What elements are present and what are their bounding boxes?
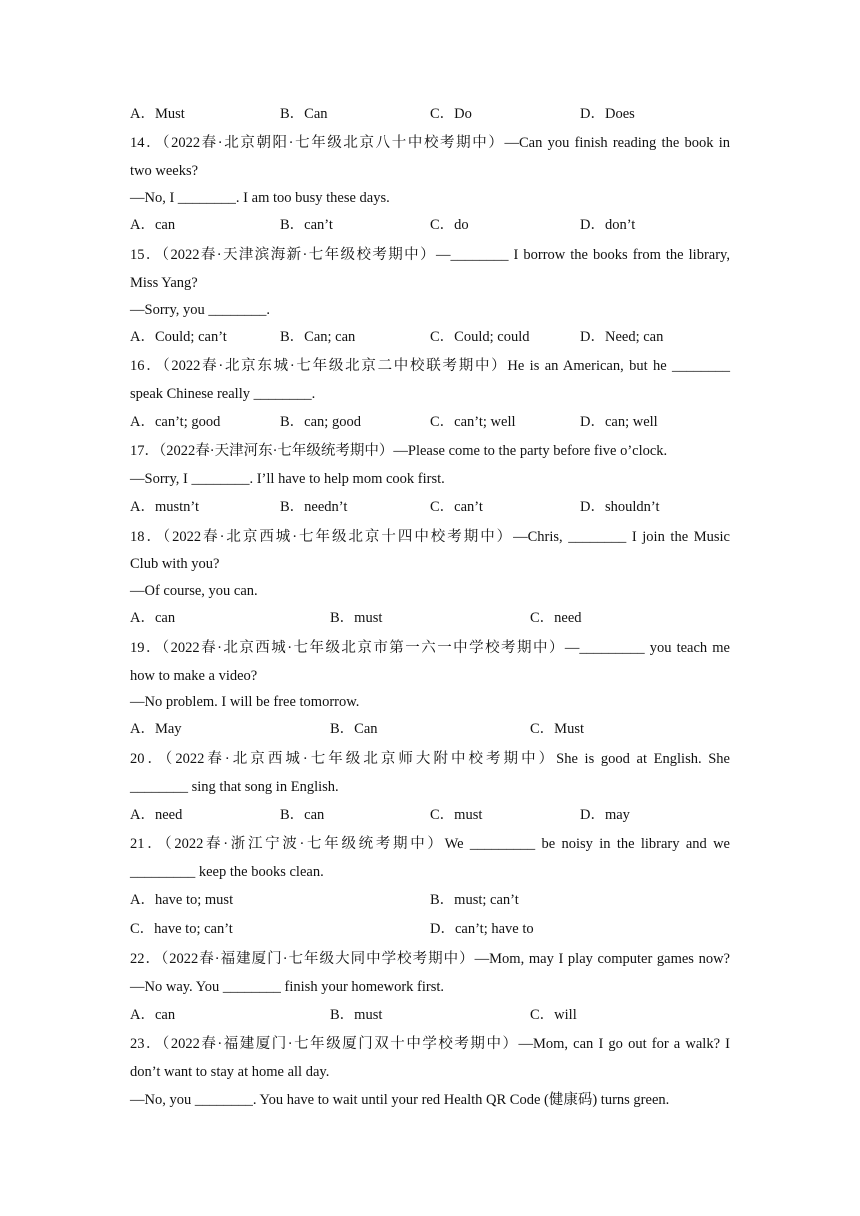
question-text-line: how to make a video? — [130, 668, 258, 684]
answer-option: B．must; can’t — [430, 892, 519, 908]
answer-option: C．do — [430, 217, 469, 233]
answer-option: B．Can; can — [280, 329, 356, 345]
question-text-line: 16．（2022春·北京东城·七年级北京二中校联考期中）He is an American, but he ________ — [130, 358, 730, 374]
answer-option: C．can’t; well — [430, 414, 516, 430]
answer-option: B．must — [330, 1007, 383, 1023]
answer-option: C．Could; could — [430, 329, 530, 345]
question-text-line: 22．（2022春·福建厦门·七年级大同中学校考期中）—Mom, may I play computer games now? — [130, 951, 730, 967]
answer-option: D．shouldn’t — [580, 499, 660, 515]
answer-option: D．Need; can — [580, 329, 664, 345]
answer-option: B．can’t — [280, 217, 333, 233]
answer-option: D．can; well — [580, 414, 658, 430]
answer-option: A．need — [130, 807, 183, 823]
answer-option: C．must — [430, 807, 483, 823]
answer-option: B．Can — [280, 106, 328, 122]
question-text-line: 21．（2022春·浙江宁波·七年级统考期中）We _________ be noisy in the library and we — [130, 836, 730, 852]
answer-option: C．have to; can’t — [130, 921, 233, 937]
answer-option: A．can’t; good — [130, 414, 221, 430]
question-text-line: 15．（2022春·天津滨海新·七年级校考期中）—________ I borrow the books from the library, — [130, 247, 730, 263]
question-text-line: ________ sing that song in English. — [130, 779, 339, 795]
answer-option: A．mustn’t — [130, 499, 200, 515]
question-text-line: —Sorry, I ________. I’ll have to help mom cook first. — [130, 471, 445, 487]
answer-option: A．May — [130, 721, 182, 737]
answer-option: D．don’t — [580, 217, 636, 233]
question-text-line: speak Chinese really ________. — [130, 386, 316, 402]
question-text-line: —No problem. I will be free tomorrow. — [130, 694, 360, 710]
question-text-line: —Sorry, you ________. — [130, 302, 271, 318]
answer-option: C．Must — [530, 721, 584, 737]
question-text-line: 14．（2022春·北京朝阳·七年级北京八十中校考期中）—Can you finish reading the book in — [130, 135, 730, 151]
answer-option: A．can — [130, 610, 176, 626]
answer-option: B．Can — [330, 721, 378, 737]
answer-option: A．Must — [130, 106, 185, 122]
question-text-line: Club with you? — [130, 556, 220, 572]
answer-option: A．have to; must — [130, 892, 234, 908]
answer-option: D．Does — [580, 106, 635, 122]
answer-option: B．can; good — [280, 414, 361, 430]
answer-option: D．may — [580, 807, 630, 823]
answer-option: C．can’t — [430, 499, 483, 515]
question-text-line: 18．（2022春·北京西城·七年级北京十四中校考期中）—Chris, ________ I join the Music — [130, 529, 730, 545]
answer-option: A．can — [130, 1007, 176, 1023]
question-text-line: —No, I ________. I am too busy these days. — [130, 190, 390, 206]
answer-option: A．Could; can’t — [130, 329, 227, 345]
question-text-line: —No, you ________. You have to wait until your red Health QR Code (健康码) turns green. — [130, 1092, 670, 1108]
question-text-line: —Of course, you can. — [130, 583, 258, 599]
answer-option: B．can — [280, 807, 325, 823]
question-text-line: Miss Yang? — [130, 275, 198, 291]
question-text-line: don’t want to stay at home all day. — [130, 1064, 330, 1080]
question-text-line: 23．（2022春·福建厦门·七年级厦门双十中学校考期中）—Mom, can I go out for a walk? I — [130, 1036, 730, 1052]
question-text-line: 19．（2022春·北京西城·七年级北京市第一六一中学校考期中）—_________ you teach me — [130, 640, 730, 656]
answer-option: A．can — [130, 217, 176, 233]
answer-option: C．need — [530, 610, 582, 626]
question-text-line: _________ keep the books clean. — [130, 864, 324, 880]
question-text-line: 17．（2022春·天津河东·七年级统考期中）—Please come to the party before five o’clock. — [130, 443, 668, 459]
answer-option: B．needn’t — [280, 499, 348, 515]
question-text-line: two weeks? — [130, 163, 199, 179]
question-text-line: —No way. You ________ finish your homework first. — [130, 979, 445, 995]
answer-option: B．must — [330, 610, 383, 626]
answer-option: C．Do — [430, 106, 472, 122]
question-text-line: 20．（2022春·北京西城·七年级北京师大附中校考期中）She is good at English. She — [130, 751, 730, 767]
answer-option: C．will — [530, 1007, 577, 1023]
answer-option: D．can’t; have to — [430, 921, 534, 937]
